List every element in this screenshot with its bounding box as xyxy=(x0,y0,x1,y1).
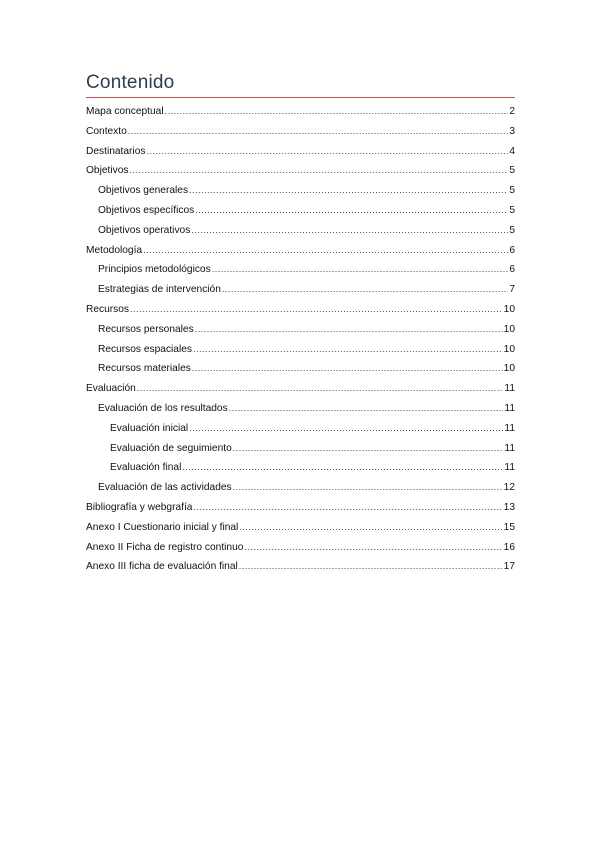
toc-entry[interactable] xyxy=(86,379,515,399)
toc-entry[interactable] xyxy=(86,439,515,459)
toc-entry-label: Evaluación de los resultados xyxy=(98,402,228,414)
toc-dot-leader xyxy=(233,439,504,459)
toc-entry-page-number: 6 xyxy=(509,244,515,256)
toc-entry-page-number: 12 xyxy=(503,482,515,494)
toc-entry-page-number: 10 xyxy=(503,303,515,315)
toc-entry[interactable] xyxy=(86,241,515,261)
toc-entry-label: Evaluación de las actividades xyxy=(98,482,232,494)
toc-entry[interactable] xyxy=(86,300,515,320)
toc-entry-label: Anexo III ficha de evaluación final xyxy=(86,561,238,573)
toc-entry-label: Bibliografía y webgrafía xyxy=(86,501,193,513)
toc-entry[interactable] xyxy=(86,538,515,558)
toc-entry-label: Objetivos xyxy=(86,165,129,177)
toc-entry-page-number: 13 xyxy=(503,501,515,513)
toc-dot-leader xyxy=(229,399,504,419)
toc-entry-label: Recursos personales xyxy=(98,323,194,335)
toc-dot-leader xyxy=(129,161,508,181)
toc-dot-leader xyxy=(189,181,508,201)
toc-dot-leader xyxy=(195,201,508,221)
toc-entry-page-number: 2 xyxy=(509,106,515,117)
toc-entry-label: Estrategias de intervención xyxy=(98,284,221,296)
toc-entry-label: Objetivos operativos xyxy=(98,224,191,236)
toc-entry[interactable] xyxy=(86,122,515,142)
toc-entry-label: Recursos materiales xyxy=(98,363,191,375)
toc-entry-page-number: 3 xyxy=(509,125,515,137)
toc-entry-label: Evaluación xyxy=(86,383,136,395)
toc-entry[interactable] xyxy=(86,102,515,122)
toc-entry-page-number: 10 xyxy=(503,343,515,355)
toc-entry[interactable] xyxy=(86,260,515,280)
toc-entry[interactable] xyxy=(86,478,515,498)
toc-entry-page-number: 6 xyxy=(509,264,515,276)
toc-entry[interactable] xyxy=(86,320,515,340)
toc-dot-leader xyxy=(193,498,502,518)
toc-dot-leader xyxy=(195,320,503,340)
toc-entry[interactable] xyxy=(86,399,515,419)
toc-entry[interactable] xyxy=(86,181,515,201)
toc-entry[interactable] xyxy=(86,419,515,439)
toc-entry-page-number: 5 xyxy=(509,185,515,197)
toc-entry[interactable] xyxy=(86,142,515,162)
toc-entry-label: Evaluación de seguimiento xyxy=(110,442,232,454)
toc-dot-leader xyxy=(146,142,508,162)
toc-entry-page-number: 11 xyxy=(504,422,515,434)
toc-entry[interactable] xyxy=(86,280,515,300)
toc-dot-leader xyxy=(222,280,508,300)
toc-dot-leader xyxy=(239,557,503,577)
toc-dot-leader xyxy=(182,458,503,478)
toc-entry-label: Metodología xyxy=(86,244,143,256)
toc-entry[interactable] xyxy=(86,201,515,221)
toc-entry-label: Evaluación final xyxy=(110,462,182,474)
toc-dot-leader xyxy=(130,300,503,320)
toc-dot-leader xyxy=(137,379,504,399)
toc-entry-page-number: 15 xyxy=(503,521,515,533)
toc-entry-page-number: 5 xyxy=(509,165,515,177)
toc-entry-label: Mapa conceptual xyxy=(86,106,164,117)
toc-entry-label: Objetivos específicos xyxy=(98,204,195,216)
toc-entry[interactable] xyxy=(86,161,515,181)
toc-entry-label: Recursos xyxy=(86,303,130,315)
toc-list xyxy=(86,102,515,577)
toc-entry-page-number: 5 xyxy=(509,204,515,216)
toc-entry-page-number: 11 xyxy=(504,442,515,454)
toc-dot-leader xyxy=(233,478,503,498)
toc-entry-label: Anexo II Ficha de registro continuo xyxy=(86,541,244,553)
toc-heading: Contenido xyxy=(86,72,175,93)
toc-entry[interactable] xyxy=(86,359,515,379)
toc-heading-rule xyxy=(86,97,515,98)
toc-entry-page-number: 16 xyxy=(503,541,515,553)
toc-dot-leader xyxy=(193,340,503,360)
toc-entry-page-number: 5 xyxy=(509,224,515,236)
toc-dot-leader xyxy=(191,221,508,241)
toc-entry-page-number: 17 xyxy=(503,561,515,573)
toc-entry-label: Objetivos generales xyxy=(98,185,189,197)
toc-entry-page-number: 7 xyxy=(509,284,515,296)
toc-entry-label: Contexto xyxy=(86,125,127,137)
toc-dot-leader xyxy=(192,359,503,379)
toc-entry-label: Anexo I Cuestionario inicial y final xyxy=(86,521,239,533)
toc-entry[interactable] xyxy=(86,340,515,360)
toc-entry[interactable] xyxy=(86,518,515,538)
toc-dot-leader xyxy=(143,241,508,261)
toc-entry[interactable] xyxy=(86,557,515,577)
toc-entry[interactable] xyxy=(86,498,515,518)
toc-entry-page-number: 11 xyxy=(504,383,515,395)
toc-entry-page-number: 4 xyxy=(509,145,515,157)
toc-entry-page-number: 10 xyxy=(503,323,515,335)
toc-dot-leader xyxy=(128,122,508,142)
toc-entry-label: Recursos espaciales xyxy=(98,343,192,355)
toc-entry-label: Principios metodológicos xyxy=(98,264,211,276)
toc-dot-leader xyxy=(244,538,502,558)
toc-dot-leader xyxy=(165,102,508,122)
toc-entry[interactable] xyxy=(86,458,515,478)
toc-dot-leader xyxy=(189,419,503,439)
toc-dot-leader xyxy=(239,518,502,538)
toc-dot-leader xyxy=(212,260,508,280)
toc-entry[interactable] xyxy=(86,221,515,241)
toc-entry-label: Destinatarios xyxy=(86,145,146,157)
toc-entry-page-number: 11 xyxy=(504,462,515,474)
toc-entry-page-number: 11 xyxy=(504,402,515,414)
toc-entry-label: Evaluación inicial xyxy=(110,422,189,434)
toc-entry-page-number: 10 xyxy=(503,363,515,375)
